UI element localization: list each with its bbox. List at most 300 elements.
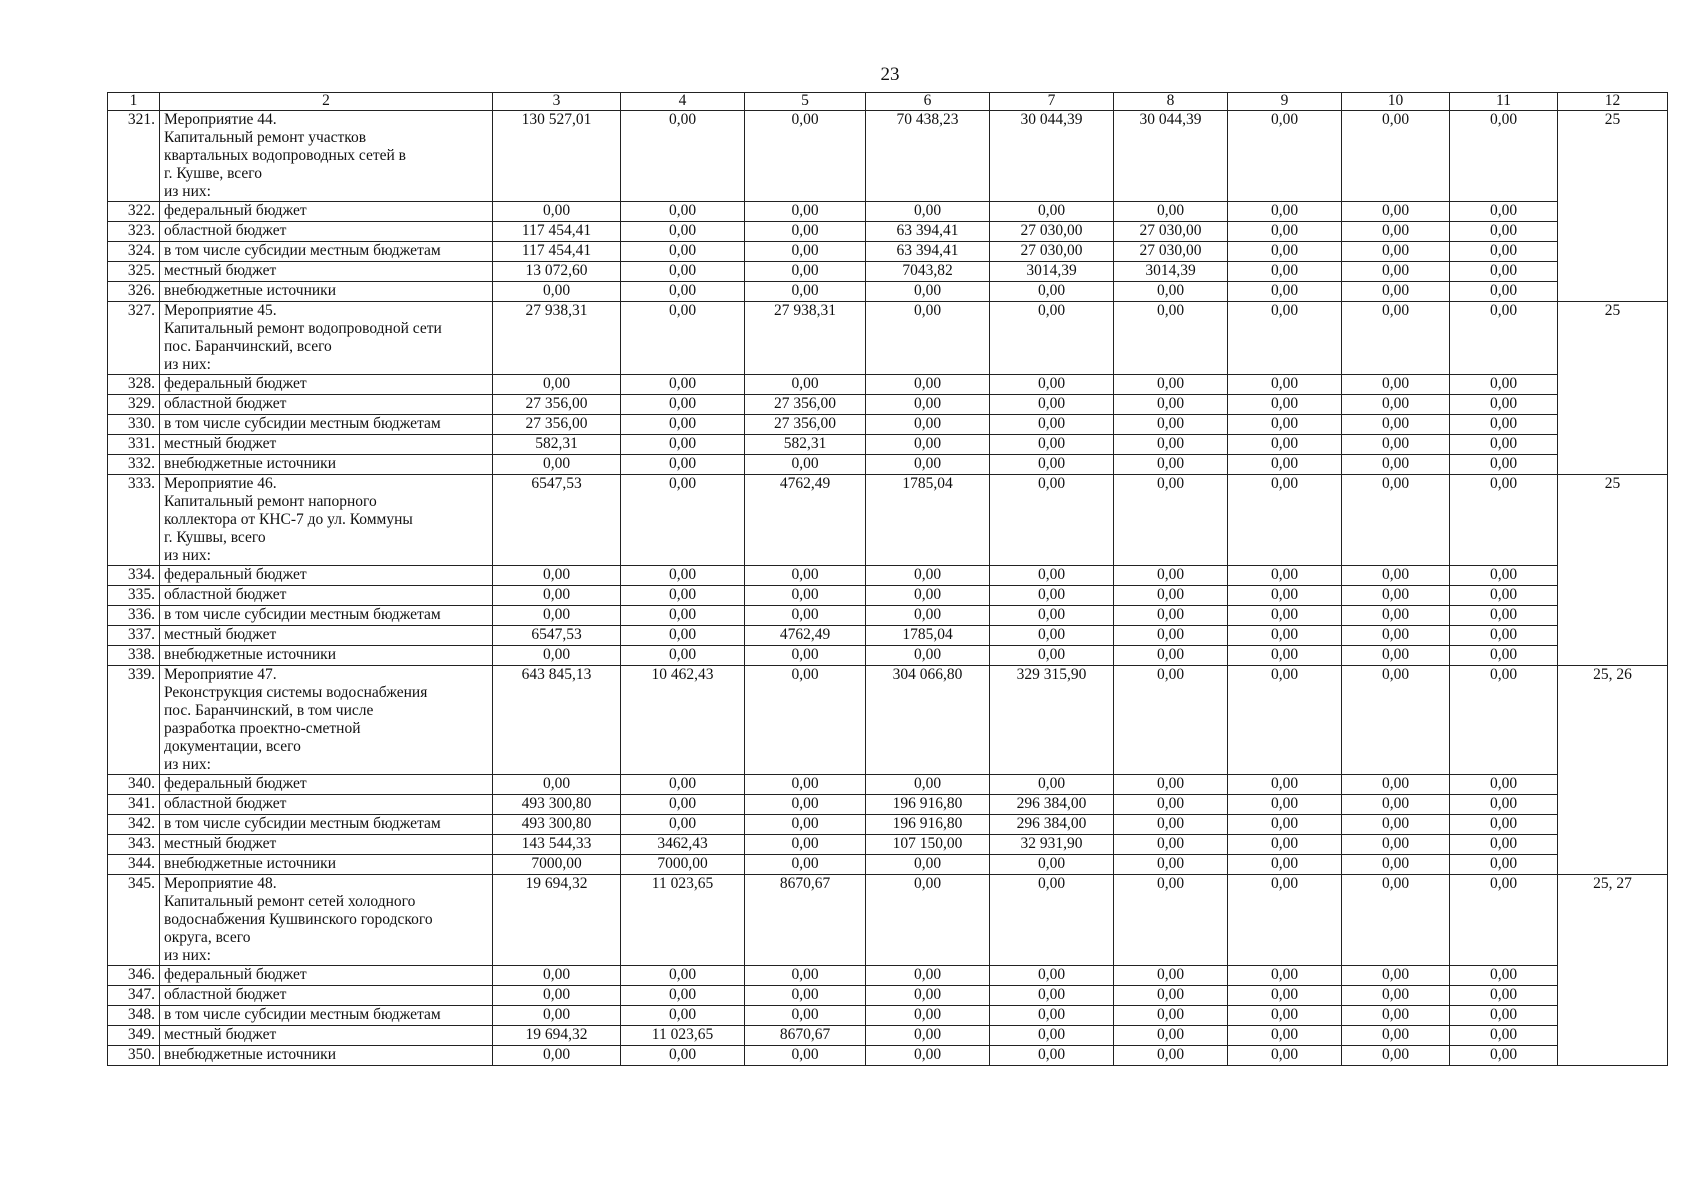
row-label: внебюджетные источники [160, 282, 493, 302]
value-cell: 0,00 [1228, 475, 1342, 566]
value-cell: 0,00 [745, 815, 866, 835]
value-cell: 0,00 [1450, 586, 1558, 606]
section-title-line: г. Кушвы, всего [164, 529, 266, 546]
value-cell: 0,00 [866, 395, 990, 415]
table-row [108, 1046, 1668, 1066]
value-cell: 0,00 [866, 282, 990, 302]
value-cell: 30 044,39 [1114, 111, 1228, 202]
value-cell: 0,00 [1114, 855, 1228, 875]
row-number: 346. [108, 966, 160, 986]
value-cell: 0,00 [621, 815, 745, 835]
value-cell: 63 394,41 [866, 242, 990, 262]
value-cell: 27 356,00 [493, 395, 621, 415]
table-row [108, 262, 1668, 282]
section-title-line: Мероприятие 45. [164, 302, 277, 319]
row-number: 339. [108, 666, 160, 775]
value-cell: 0,00 [1228, 415, 1342, 435]
section-title-line: Мероприятие 48. [164, 875, 277, 892]
value-cell: 11 023,65 [621, 875, 745, 966]
table-row [108, 242, 1668, 262]
value-cell: 0,00 [1450, 606, 1558, 626]
value-cell: 0,00 [866, 202, 990, 222]
section-title [160, 302, 493, 375]
table-row [108, 282, 1668, 302]
value-cell: 130 527,01 [493, 111, 621, 202]
section-title-line: разработка проектно-сметной [164, 720, 361, 737]
value-cell: 0,00 [621, 111, 745, 202]
value-cell: 196 916,80 [866, 815, 990, 835]
value-cell: 0,00 [621, 646, 745, 666]
value-cell: 0,00 [621, 222, 745, 242]
row-number: 321. [108, 111, 160, 202]
value-cell: 0,00 [990, 775, 1114, 795]
value-cell: 0,00 [493, 986, 621, 1006]
value-cell: 0,00 [1342, 966, 1450, 986]
value-cell: 6547,53 [493, 475, 621, 566]
value-cell: 0,00 [1228, 1046, 1342, 1066]
value-cell: 0,00 [866, 455, 990, 475]
section-title-line: Капитальный ремонт напорного [164, 493, 377, 510]
value-cell: 493 300,80 [493, 795, 621, 815]
value-cell: 0,00 [1450, 666, 1558, 775]
table-row [108, 435, 1668, 455]
section-title [160, 475, 493, 566]
value-cell: 0,00 [1228, 586, 1342, 606]
value-cell: 0,00 [621, 455, 745, 475]
value-cell: 0,00 [745, 855, 866, 875]
value-cell: 0,00 [866, 1006, 990, 1026]
value-cell: 0,00 [1228, 566, 1342, 586]
value-cell: 27 356,00 [745, 395, 866, 415]
value-cell: 643 845,13 [493, 666, 621, 775]
value-cell: 0,00 [1450, 855, 1558, 875]
value-cell: 0,00 [1114, 1046, 1228, 1066]
value-cell: 0,00 [745, 262, 866, 282]
value-cell: 0,00 [1450, 282, 1558, 302]
table-row [108, 222, 1668, 242]
row-number: 336. [108, 606, 160, 626]
value-cell: 0,00 [493, 202, 621, 222]
value-cell: 0,00 [621, 586, 745, 606]
value-cell: 0,00 [621, 795, 745, 815]
col-header: 4 [621, 93, 745, 111]
value-cell: 0,00 [621, 375, 745, 395]
value-cell: 0,00 [1114, 795, 1228, 815]
col-header: 3 [493, 93, 621, 111]
value-cell: 3014,39 [1114, 262, 1228, 282]
row-number: 330. [108, 415, 160, 435]
value-cell: 0,00 [990, 855, 1114, 875]
value-cell: 0,00 [745, 1006, 866, 1026]
value-cell: 0,00 [1450, 242, 1558, 262]
value-cell: 296 384,00 [990, 795, 1114, 815]
value-cell: 0,00 [1450, 415, 1558, 435]
value-cell: 0,00 [621, 202, 745, 222]
value-cell: 0,00 [1450, 111, 1558, 202]
value-cell: 0,00 [745, 606, 866, 626]
value-cell: 3014,39 [990, 262, 1114, 282]
value-cell: 0,00 [1228, 875, 1342, 966]
value-cell: 0,00 [990, 475, 1114, 566]
table-body [108, 111, 1668, 1066]
value-cell: 0,00 [621, 1046, 745, 1066]
row-label: областной бюджет [160, 222, 493, 242]
col-header: 1 [108, 93, 160, 111]
row-number: 343. [108, 835, 160, 855]
row-label: федеральный бюджет [160, 566, 493, 586]
table-row [108, 986, 1668, 1006]
value-cell: 0,00 [745, 375, 866, 395]
row-label: внебюджетные источники [160, 646, 493, 666]
budget-table [107, 92, 1668, 1066]
row-number: 347. [108, 986, 160, 1006]
table-row [108, 835, 1668, 855]
value-cell: 0,00 [1228, 222, 1342, 242]
value-cell: 0,00 [1228, 435, 1342, 455]
section-title-line: г. Кушве, всего [164, 165, 262, 182]
value-cell: 0,00 [745, 966, 866, 986]
row-number: 328. [108, 375, 160, 395]
value-cell: 0,00 [1228, 606, 1342, 626]
row-number: 324. [108, 242, 160, 262]
col-header: 2 [160, 93, 493, 111]
table-row [108, 646, 1668, 666]
row-label: в том числе субсидии местным бюджетам [160, 242, 493, 262]
col-header: 6 [866, 93, 990, 111]
col-header: 10 [1342, 93, 1450, 111]
value-cell: 0,00 [866, 606, 990, 626]
section-title-line: коллектора от КНС-7 до ул. Коммуны [164, 511, 413, 528]
value-cell: 0,00 [990, 566, 1114, 586]
value-cell: 0,00 [866, 1046, 990, 1066]
row-label: местный бюджет [160, 1026, 493, 1046]
value-cell: 0,00 [621, 242, 745, 262]
table-row [108, 202, 1668, 222]
value-cell: 0,00 [1228, 815, 1342, 835]
value-cell: 0,00 [1450, 375, 1558, 395]
value-cell: 0,00 [1450, 795, 1558, 815]
row-number: 329. [108, 395, 160, 415]
row-number: 337. [108, 626, 160, 646]
value-cell: 0,00 [745, 222, 866, 242]
value-cell: 0,00 [1114, 455, 1228, 475]
value-cell: 0,00 [1114, 966, 1228, 986]
col-header: 11 [1450, 93, 1558, 111]
value-cell: 0,00 [990, 1006, 1114, 1026]
value-cell: 0,00 [1228, 262, 1342, 282]
value-cell: 0,00 [1450, 835, 1558, 855]
row-label: в том числе субсидии местным бюджетам [160, 415, 493, 435]
value-cell: 0,00 [1450, 475, 1558, 566]
value-cell: 0,00 [1114, 775, 1228, 795]
value-cell: 8670,67 [745, 875, 866, 966]
value-cell: 0,00 [1342, 1006, 1450, 1026]
value-cell: 0,00 [1228, 375, 1342, 395]
value-cell: 0,00 [990, 586, 1114, 606]
value-cell: 0,00 [1114, 415, 1228, 435]
table-row [108, 586, 1668, 606]
value-cell: 0,00 [1342, 282, 1450, 302]
value-cell: 0,00 [1228, 111, 1342, 202]
value-cell: 0,00 [1114, 626, 1228, 646]
value-cell: 0,00 [1450, 815, 1558, 835]
row-label: федеральный бюджет [160, 375, 493, 395]
value-cell: 0,00 [866, 646, 990, 666]
value-cell: 0,00 [1228, 302, 1342, 375]
value-cell: 27 030,00 [990, 242, 1114, 262]
value-cell: 0,00 [621, 395, 745, 415]
table-row [108, 455, 1668, 475]
section-title [160, 111, 493, 202]
value-cell: 13 072,60 [493, 262, 621, 282]
row-label: в том числе субсидии местным бюджетам [160, 815, 493, 835]
value-cell: 8670,67 [745, 1026, 866, 1046]
value-cell: 0,00 [493, 775, 621, 795]
value-cell: 0,00 [745, 1046, 866, 1066]
value-cell: 0,00 [1114, 1006, 1228, 1026]
table-row [108, 375, 1668, 395]
value-cell: 0,00 [1450, 1026, 1558, 1046]
value-cell: 0,00 [1114, 586, 1228, 606]
value-cell: 117 454,41 [493, 242, 621, 262]
value-cell: 0,00 [1114, 986, 1228, 1006]
row-number: 348. [108, 1006, 160, 1026]
value-cell: 0,00 [1342, 395, 1450, 415]
section-row [108, 111, 1668, 202]
value-cell: 4762,49 [745, 626, 866, 646]
value-cell: 0,00 [866, 855, 990, 875]
value-cell: 0,00 [1228, 455, 1342, 475]
value-cell: 0,00 [1228, 666, 1342, 775]
value-cell: 0,00 [1114, 566, 1228, 586]
section-title-line: пос. Баранчинский, всего [164, 338, 332, 355]
value-cell: 0,00 [866, 566, 990, 586]
section-title [160, 666, 493, 775]
value-cell: 30 044,39 [990, 111, 1114, 202]
value-cell: 7000,00 [621, 855, 745, 875]
value-cell: 0,00 [866, 775, 990, 795]
value-cell: 0,00 [990, 606, 1114, 626]
value-cell: 0,00 [745, 666, 866, 775]
value-cell: 0,00 [1342, 1046, 1450, 1066]
value-cell: 11 023,65 [621, 1026, 745, 1046]
row-label: в том числе субсидии местным бюджетам [160, 606, 493, 626]
value-cell: 0,00 [990, 435, 1114, 455]
value-cell: 196 916,80 [866, 795, 990, 815]
header-row [108, 93, 1668, 111]
page-number: 23 [880, 64, 900, 85]
value-cell: 0,00 [1228, 202, 1342, 222]
value-cell: 0,00 [621, 475, 745, 566]
section-title-line: пос. Баранчинский, в том числе [164, 702, 374, 719]
section-title-line: водоснабжения Кушвинского городского [164, 911, 433, 928]
value-cell: 0,00 [1342, 646, 1450, 666]
section-title [160, 875, 493, 966]
row-number: 325. [108, 262, 160, 282]
value-cell: 304 066,80 [866, 666, 990, 775]
value-cell: 0,00 [990, 415, 1114, 435]
value-cell: 0,00 [990, 875, 1114, 966]
value-cell: 0,00 [1114, 815, 1228, 835]
row-label: федеральный бюджет [160, 775, 493, 795]
value-cell: 0,00 [866, 586, 990, 606]
value-cell: 0,00 [1450, 626, 1558, 646]
value-cell: 0,00 [493, 455, 621, 475]
value-cell: 27 938,31 [745, 302, 866, 375]
value-cell: 0,00 [1228, 1026, 1342, 1046]
value-cell: 0,00 [1450, 1046, 1558, 1066]
value-cell: 0,00 [866, 1026, 990, 1046]
value-cell: 0,00 [1114, 375, 1228, 395]
row-label: областной бюджет [160, 986, 493, 1006]
value-cell: 27 030,00 [1114, 242, 1228, 262]
value-cell: 0,00 [621, 1006, 745, 1026]
value-cell: 0,00 [1114, 282, 1228, 302]
row-label: местный бюджет [160, 435, 493, 455]
value-cell: 582,31 [745, 435, 866, 455]
value-cell: 0,00 [1342, 855, 1450, 875]
row-label: областной бюджет [160, 586, 493, 606]
section-title-line: Реконструкция системы водоснабжения [164, 684, 428, 701]
row-number: 334. [108, 566, 160, 586]
value-cell: 0,00 [1342, 1026, 1450, 1046]
value-cell: 0,00 [745, 986, 866, 1006]
table-row [108, 395, 1668, 415]
value-cell: 0,00 [990, 375, 1114, 395]
value-cell: 0,00 [621, 415, 745, 435]
value-cell: 0,00 [745, 646, 866, 666]
table-row [108, 415, 1668, 435]
row-number: 341. [108, 795, 160, 815]
value-cell: 0,00 [1342, 262, 1450, 282]
value-cell: 0,00 [1342, 455, 1450, 475]
value-cell: 0,00 [1342, 475, 1450, 566]
value-cell: 0,00 [1342, 986, 1450, 1006]
value-cell: 0,00 [1450, 966, 1558, 986]
section-title-line: Капитальный ремонт участков [164, 129, 367, 146]
row-label: местный бюджет [160, 835, 493, 855]
row-label: федеральный бюджет [160, 202, 493, 222]
value-cell: 0,00 [866, 875, 990, 966]
value-cell: 6547,53 [493, 626, 621, 646]
value-cell: 0,00 [1450, 202, 1558, 222]
value-cell: 0,00 [1342, 775, 1450, 795]
row-label: областной бюджет [160, 395, 493, 415]
col-header: 7 [990, 93, 1114, 111]
table-row [108, 795, 1668, 815]
value-cell: 0,00 [990, 626, 1114, 646]
value-cell: 0,00 [866, 375, 990, 395]
section-title-line: документации, всего [164, 738, 301, 755]
value-cell: 0,00 [1228, 986, 1342, 1006]
row-number: 340. [108, 775, 160, 795]
value-cell: 0,00 [1450, 455, 1558, 475]
table-row [108, 1026, 1668, 1046]
value-cell: 117 454,41 [493, 222, 621, 242]
value-cell: 0,00 [1114, 475, 1228, 566]
value-cell: 27 030,00 [1114, 222, 1228, 242]
value-cell: 0,00 [1228, 1006, 1342, 1026]
value-cell: 0,00 [1342, 242, 1450, 262]
section-title-line: округа, всего [164, 929, 251, 946]
value-cell: 0,00 [1450, 986, 1558, 1006]
value-cell: 0,00 [1114, 435, 1228, 455]
row-label: местный бюджет [160, 626, 493, 646]
value-cell: 0,00 [1228, 242, 1342, 262]
table-row [108, 966, 1668, 986]
table-row [108, 815, 1668, 835]
row-number: 326. [108, 282, 160, 302]
col-header: 5 [745, 93, 866, 111]
value-cell: 0,00 [1450, 1006, 1558, 1026]
value-cell: 27 356,00 [493, 415, 621, 435]
value-cell: 3462,43 [621, 835, 745, 855]
value-cell: 329 315,90 [990, 666, 1114, 775]
section-row [108, 875, 1668, 966]
row-label: внебюджетные источники [160, 1046, 493, 1066]
value-cell: 0,00 [745, 566, 866, 586]
value-cell: 63 394,41 [866, 222, 990, 242]
value-cell: 70 438,23 [866, 111, 990, 202]
value-cell: 0,00 [990, 455, 1114, 475]
value-cell: 0,00 [493, 566, 621, 586]
value-cell: 0,00 [990, 395, 1114, 415]
target-indicator-ref: 25 [1558, 302, 1668, 475]
value-cell: 0,00 [745, 202, 866, 222]
target-indicator-ref: 25 [1558, 475, 1668, 666]
value-cell: 0,00 [1114, 646, 1228, 666]
row-label: внебюджетные источники [160, 455, 493, 475]
value-cell: 0,00 [621, 775, 745, 795]
value-cell: 0,00 [621, 986, 745, 1006]
value-cell: 0,00 [990, 646, 1114, 666]
value-cell: 0,00 [1114, 835, 1228, 855]
target-indicator-ref: 25 [1558, 111, 1668, 302]
value-cell: 0,00 [1114, 606, 1228, 626]
section-row [108, 302, 1668, 375]
section-title-line: Капитальный ремонт водопроводной сети [164, 320, 442, 337]
value-cell: 0,00 [1228, 835, 1342, 855]
value-cell: 0,00 [621, 282, 745, 302]
value-cell: 0,00 [1114, 202, 1228, 222]
value-cell: 0,00 [1342, 606, 1450, 626]
value-cell: 1785,04 [866, 626, 990, 646]
value-cell: 296 384,00 [990, 815, 1114, 835]
value-cell: 0,00 [1450, 222, 1558, 242]
value-cell: 0,00 [1450, 775, 1558, 795]
value-cell: 0,00 [1228, 395, 1342, 415]
row-number: 344. [108, 855, 160, 875]
value-cell: 19 694,32 [493, 875, 621, 966]
value-cell: 0,00 [621, 626, 745, 646]
value-cell: 0,00 [1228, 855, 1342, 875]
value-cell: 0,00 [1228, 646, 1342, 666]
value-cell: 0,00 [1342, 835, 1450, 855]
value-cell: 0,00 [1228, 775, 1342, 795]
row-number: 333. [108, 475, 160, 566]
value-cell: 1785,04 [866, 475, 990, 566]
col-header: 8 [1114, 93, 1228, 111]
value-cell: 27 030,00 [990, 222, 1114, 242]
row-label: в том числе субсидии местным бюджетам [160, 1006, 493, 1026]
target-indicator-ref: 25, 26 [1558, 666, 1668, 875]
value-cell: 27 938,31 [493, 302, 621, 375]
value-cell: 0,00 [866, 966, 990, 986]
value-cell: 0,00 [990, 1046, 1114, 1066]
row-label: федеральный бюджет [160, 966, 493, 986]
row-number: 332. [108, 455, 160, 475]
value-cell: 0,00 [745, 835, 866, 855]
